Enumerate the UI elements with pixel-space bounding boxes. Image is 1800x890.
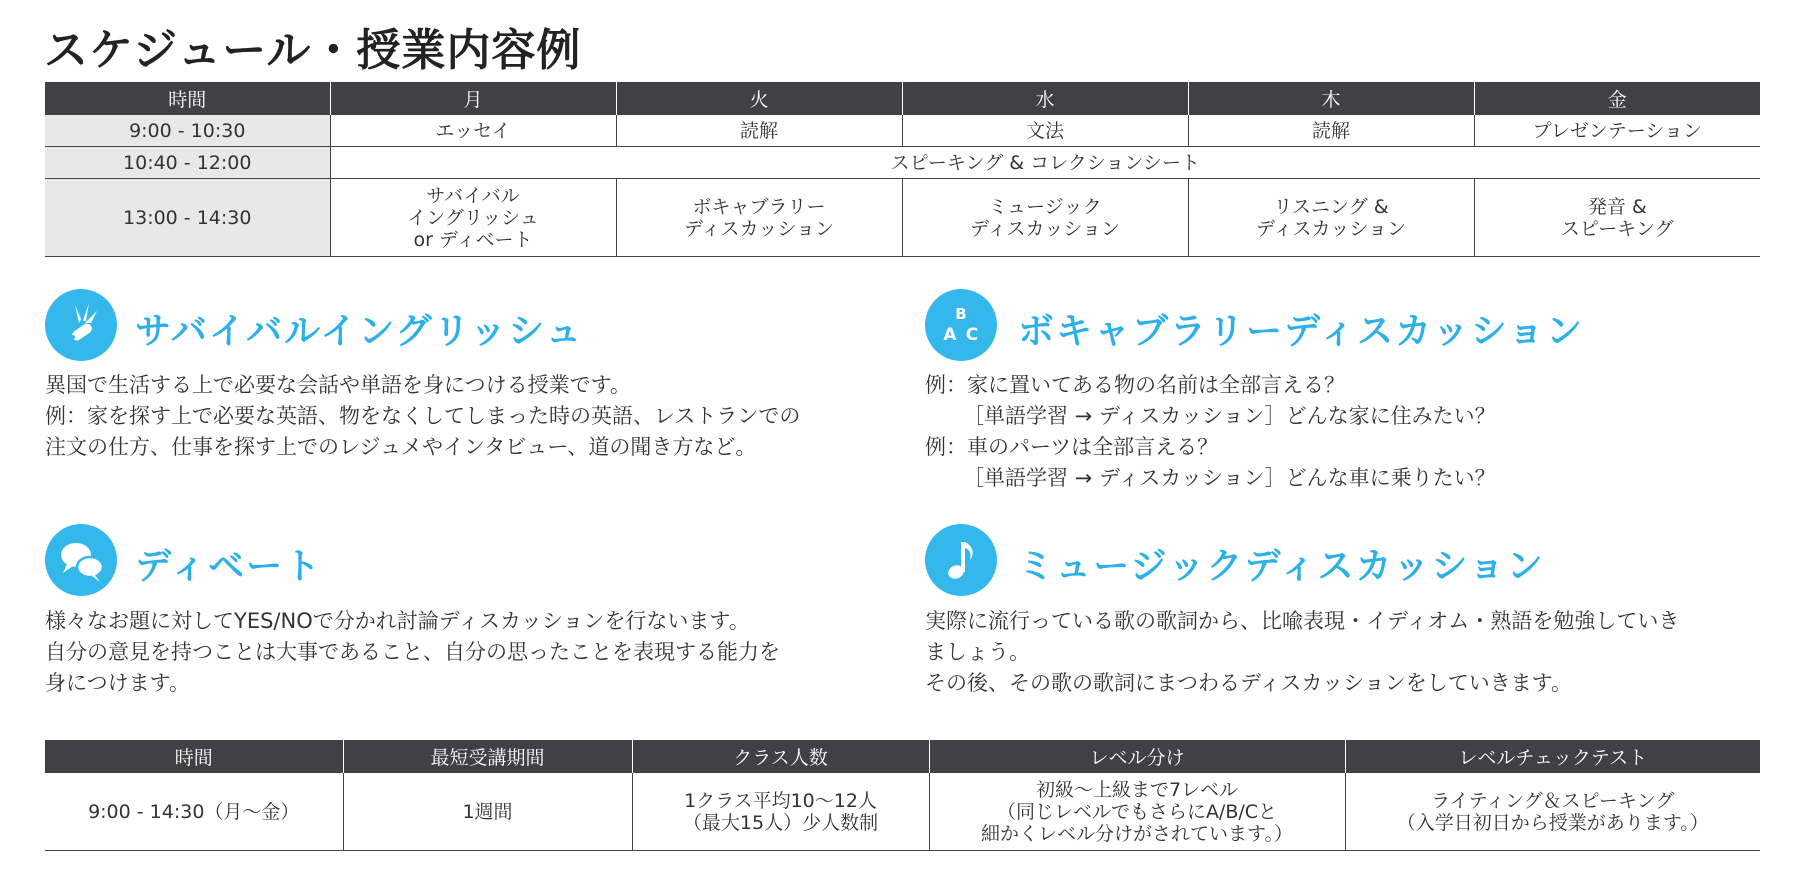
info-header-min-period: 最短受講期間 (343, 740, 632, 773)
section-music-discussion (925, 524, 1760, 704)
schedule-cell: サバイバル イングリッシュ or ディベート (330, 179, 616, 257)
schedule-table (45, 82, 1760, 257)
schedule-cell: 発音 & スピーキング (1474, 179, 1760, 257)
schedule-header-fri: 金 (1474, 82, 1760, 115)
schedule-header-mon: 月 (330, 82, 616, 115)
example-line: ［単語学習 → ディスカッション］どんな家に住みたい？ (963, 404, 1496, 428)
abc-icon-letter: B (955, 305, 967, 323)
section-heading: ディベート (135, 546, 323, 587)
info-header-levels: レベル分け (929, 740, 1345, 773)
info-cell: 初級～上級まで7レベル （同じレベルでもさらにA/B/Cと 細かくレベル分けがされています。） (929, 773, 1345, 851)
info-cell: 9:00 - 14:30（月～金） (45, 773, 343, 851)
schedule-cell: 文法 (902, 115, 1188, 147)
schedule-header-thu: 木 (1188, 82, 1474, 115)
abc-icon-letter: A (943, 325, 957, 345)
abc-icon (925, 289, 997, 361)
schedule-cell: ミュージック ディスカッション (902, 179, 1188, 257)
info-header-level-test: レベルチェックテスト (1345, 740, 1760, 773)
abc-icon-letter: C (965, 325, 979, 345)
example-line: 例：家に置いてある物の名前は全部言える？ (925, 373, 1345, 397)
music-note-icon (925, 524, 997, 596)
schedule-header-tue: 火 (616, 82, 902, 115)
schedule-cell: エッセイ (330, 115, 616, 147)
schedule-cell: 読解 (1188, 115, 1474, 147)
example-line: 例：車のパーツは全部言える？ (925, 435, 1219, 459)
swiss-knife-icon (45, 289, 117, 361)
schedule-row (45, 179, 1760, 257)
info-header-row (45, 740, 1760, 773)
schedule-row (45, 147, 1760, 179)
info-cell: 1週間 (343, 773, 632, 851)
section-text: 様々なお題に対してYES/NOで分かれ討論ディスカッションを行ないます。 自分の意見を持つことは大事であること、自分の思ったことを表現する能力を 身につけます。 (45, 609, 780, 695)
section-heading: ボキャブラリーディスカッション (1018, 311, 1585, 352)
page-title: スケジュール・授業内容例 (44, 25, 582, 76)
section-body (925, 606, 1760, 699)
info-header-time: 時間 (45, 740, 343, 773)
info-header-class-size: クラス人数 (632, 740, 929, 773)
section-body (925, 370, 1760, 494)
schedule-cell: ボキャブラリー ディスカッション (616, 179, 902, 257)
info-cell: 1クラス平均10～12人 （最大15人）少人数制 (632, 773, 929, 851)
section-text: 異国で生活する上で必要な会話や単語を身につける授業です。 例：家を探す上で必要な英語、物をなくしてしまった時の英語、レストランでの 注文の仕方、仕事を探す上でのレジュメやインタビュー、道の聞き方など。 (45, 373, 801, 459)
section-survival-english (45, 289, 895, 469)
schedule-cell: 読解 (616, 115, 902, 147)
info-row (45, 773, 1760, 851)
section-text: 実際に流行っている歌の歌詞から、比喩表現・イディオム・熟語を勉強していき ましょう。 その後、その歌の歌詞にまつわるディスカッションをしていきます。 (925, 609, 1680, 695)
section-debate (45, 524, 895, 704)
schedule-header-time: 時間 (45, 82, 330, 115)
speech-bubbles-icon (45, 524, 117, 596)
schedule-span-cell: スピーキング & コレクションシート (330, 147, 1760, 179)
section-vocabulary-discussion (925, 289, 1760, 499)
example-line: ［単語学習 → ディスカッション］どんな車に乗りたい？ (963, 466, 1496, 490)
time-cell: 13:00 - 14:30 (45, 179, 330, 257)
time-cell: 10:40 - 12:00 (45, 147, 330, 179)
section-body (45, 370, 905, 463)
schedule-header-row (45, 82, 1760, 115)
course-info-table (45, 740, 1760, 851)
schedule-row (45, 115, 1760, 147)
schedule-header-wed: 水 (902, 82, 1188, 115)
time-cell: 9:00 - 10:30 (45, 115, 330, 147)
section-heading: サバイバルイングリッシュ (135, 311, 584, 352)
schedule-cell: プレゼンテーション (1474, 115, 1760, 147)
schedule-cell: リスニング & ディスカッション (1188, 179, 1474, 257)
info-cell: ライティング＆スピーキング （入学日初日から授業があります。） (1345, 773, 1760, 851)
section-body (45, 606, 905, 699)
section-heading: ミュージックディスカッション (1018, 546, 1545, 587)
